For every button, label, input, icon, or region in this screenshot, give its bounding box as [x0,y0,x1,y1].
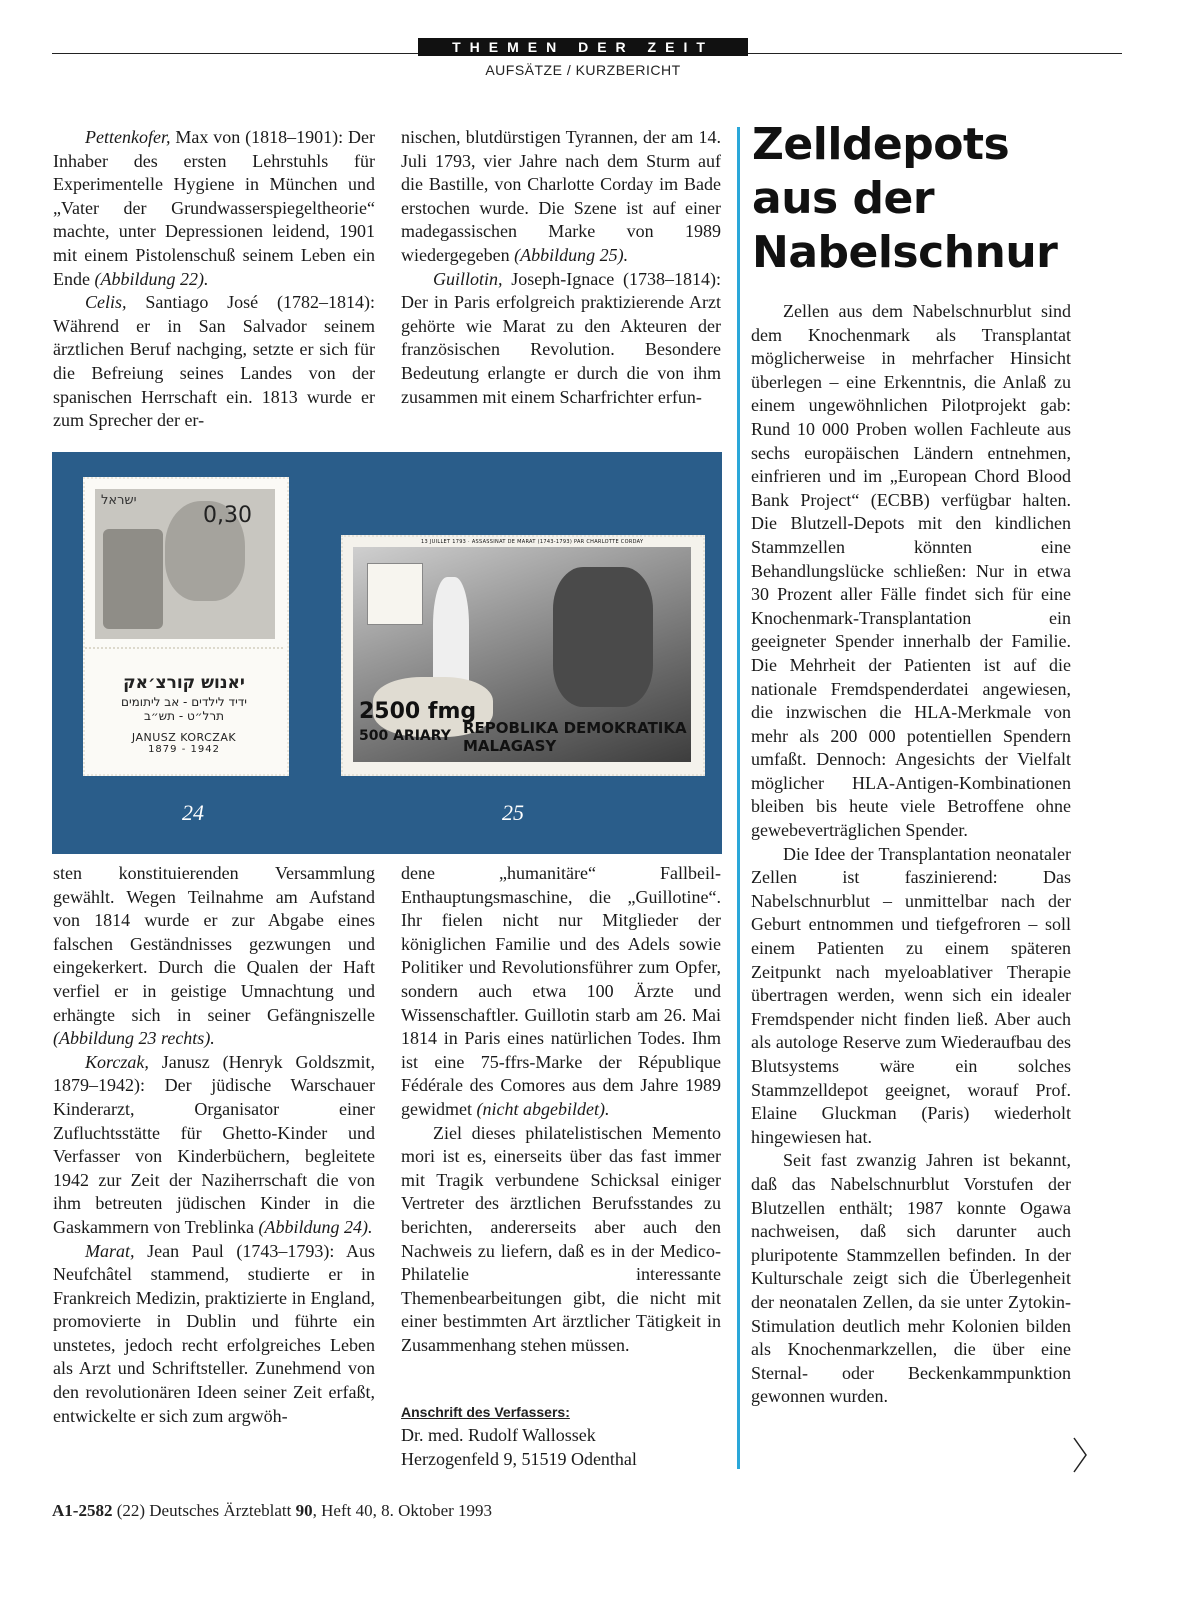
stamp-country: ישראל [101,493,137,508]
page-footer [52,1501,492,1521]
stamp-country: REPOBLIKA DEMOKRATIKA MALAGASY [463,719,687,755]
article-headline: Zelldepots aus der Nabelschnur [752,119,1058,278]
paragraph: Zellen aus dem Nabelschnurblut sind dem Knochenmark als Transplantat möglicherweise in mehrfacher Hinsicht überlegen – eine Erkenntnis, die Anlaß zu einem ungewöhnlichen Pilotprojekt gab: Rund 10 000 Proben wollen Fachleute aus sechs europäischen Ländern entnehmen, einfrieren und im „European Chord Blood Bank Project“ (ECBB) verfügbar halten. Die Blutzell-Depots mit den kindlichen Stammzellen könnten eine Behandlungslücke schließen: Nur in etwa 30 Prozent aller Fälle findet sich für eine Knochenmark-Transplantation ein geeigneter Spender innerhalb der Familie. Die Mehrheit der Patienten ist auf die nationale Fremdspenderdatei angewiesen, die inzwischen die HLA-Merkmale von mehr als 200 000 potentiellen Spendern umfaßt. Dennoch: Angesichts der Vielfalt möglicher HLA-Antigen-Kombinationen bleiben bis heute viele Betroffene ohne gewebeverträglichen Spender. [751,301,1071,841]
column-2-bottom [401,862,721,1357]
paragraph: dene „humanitäre“ Fallbeil-Enthauptungsmaschine, die „Guillotine“. Ihr fielen nicht nur Mitglieder der königlichen Familie und des Adels sowie Politiker und Revolutionsführer zum Opfer, sondern auch etwa 100 Ärzte und Wissenschaftler. Guillotin starb am 26. Mai 1814 in Paris eines natürlichen Todes. Ihm ist eine 75-ffrs-Marke der République Fédérale des Comores aus dem Jahre 1989 gewidmet (nicht abgebildet). [401,863,721,1119]
article-body [751,300,1071,1409]
tab-years: 1879 - 1942 [148,744,220,755]
paragraph: Seit fast zwanzig Jahren ist bekannt, daß das Nabelschnurblut Vorstufen der Blutzellen enthält; 1987 konnte Ogawa nachweisen, daß sich darunter auch pluripotente Stammzellen befinden. In der Kulturschale zeigt sich die Überlegenheit der neonatalen Zellen, da sie unter Zytokin-Stimulation deutlich mehr Kolonien bilden als Knochenmarkzellen, die über eine Sternal- oder Beckenkammpunktion gewonnen wurden. [751,1150,1071,1407]
stamp-marat [341,535,705,776]
address-line: Dr. med. Rudolf Wallossek [401,1425,596,1445]
rubric-bar: THEMEN DER ZEIT [418,38,748,56]
page-number: (22) [116,1501,146,1520]
column-1-top [53,126,375,433]
tab-name: JANUSZ KORCZAK [131,731,237,744]
paragraph: Die Idee der Transplantation neonataler Zellen ist faszinierend: Das Nabelschnurblut – unmittelbar nach der Geburt entnommen und tiefgefroren – soll einem Patienten zu einem späteren Zeitpunkt nach myeloablativer Therapie übertragen werden, wenn sich ein idealer Fremdspender nicht finden ließ. Aber auch als autologe Reserve zum Wiederaufbau des Blutsystems wäre ein solches Stammzelldepot geeignet, worauf Prof. Elaine Gluckman (Paris) wiederholt hingewiesen hat. [751,843,1071,1147]
sidebar-accent-rule [737,127,740,1469]
column-2-top [401,126,721,409]
volume: 90 [295,1501,313,1520]
tab-hebrew-name: יאנוש קורצ׳אק [123,673,245,693]
address-line: Herzogenfeld 9, 51519 Odenthal [401,1448,637,1469]
tab-hebrew-line: ידיד לילדים - אב ליתומים [121,695,247,709]
stamp-top-strip: 13 JUILLET 1793 · ASSASSINAT DE MARAT (1743-1793) PAR CHARLOTTE CORDAY [421,539,644,545]
column-1-bottom [53,862,375,1428]
scene-figure [553,567,653,707]
issue: , Heft 40, 8. Oktober 1993 [312,1501,493,1520]
section-label: AUFSÄTZE / KURZBERICHT [485,62,681,78]
children-illustration [103,529,163,629]
figure-label-25: 25 [502,800,524,825]
paragraph: Pettenkofer, Max von (1818–1901): Der Inhaber des ersten Lehrstuhls für Experimentelle Hygiene in München und „Vater der Grundwasserspiegeltheorie“ machte, unter Depressionen leidend, 1901 mit einem Pistolenschuß seinem Leben ein Ende (Abbildung 22). [53,127,375,289]
paragraph: Celis, Santiago José (1782–1814): Während er in San Salvador seinem ärztlichen Beruf nachging, setzte er sich für die Befreiung seines Landes von der spanischen Herrschaft ein. 1813 wurde er zum Sprecher der er- [53,292,375,431]
stamp-korczak [83,477,289,776]
tab-hebrew-years: תרל״ט - תש״ב [143,709,224,723]
paragraph: Guillotin, Joseph-Ignace (1738–1814): Der in Paris erfolgreich praktizierende Arzt gehörte wie Marat zu den Akteuren der französischen Revolution. Besondere Bedeutung erlangte er durch die von ihm zusammen mit einem Scharfrichter erfun- [401,268,721,407]
address-heading: Anschrift des Verfassers: [401,1404,570,1420]
paragraph: Ziel dieses philatelistischen Memento mori ist es, einerseits über das fast immer mit Tragik verbundene Schicksal einiger Vertreter des ärztlichen Berufsstandes zu berichten, andererseits aber auch den Nachweis zu liefern, daß es in der Medico-Philatelie interessante Themenbearbeitungen gibt, die nicht mit einer bestimmten Art ärztlicher Tätigkeit in Zusammenhang stehen müssen. [401,1122,721,1355]
stamp-denomination: 0,30 [203,503,252,528]
paragraph: Marat, Jean Paul (1743–1793): Aus Neufchâtel stammend, studierte er in Frankreich Medizin, praktizierte in England, promovierte in Dublin und führte ein unstetes, jedoch recht erfolgreiches Leben als Arzt und Schriftsteller. Zunehmend von den revolutionären Ideen seiner Zeit erfaßt, entwickelte er sich zum argwöh- [53,1240,375,1426]
stamp-figure [52,452,722,854]
figure-label-24: 24 [182,800,204,825]
page-code: A1-2582 [52,1501,113,1520]
continue-arrow-icon [1072,1436,1088,1474]
paragraph: sten konstituierenden Versammlung gewählt. Wegen Teilnahme am Aufstand von 1814 wurde er zur Abgabe eines falschen Geständnisses gezwungen und eingekerkert. Durch die Qualen der Haft verfiel er in geistige Umnachtung und erhängte sich in seiner Gefängniszelle (Abbildung 23 rechts). [53,863,375,1049]
stamp-tab [85,647,283,772]
paragraph: nischen, blutdürstigen Tyrannen, der am 14. Juli 1793, vier Jahre nach dem Sturm auf die Bastille, von Charlotte Corday im Bade erstochen wurde. Die Szene ist auf einer madegassischen Marke von 1989 wiedergegeben (Abbildung 25). [401,127,721,265]
paragraph: Korczak, Janusz (Henryk Goldszmit, 1879–1942): Der jüdische Warschauer Kinderarzt, Organisator einer Zufluchtsstätte für Ghetto-Kinder und Verfasser von Kinderbüchern, begleitete 1942 zur Zeit der Naziherrschaft die von ihm betreuten jüdischen Kinder in die Gaskammern von Treblinka (Abbildung 24). [53,1051,375,1237]
author-address [401,1424,637,1471]
journal-name: Deutsches Ärzteblatt [149,1501,292,1520]
stamp-value: 2500 fmg 500 ARIARY [359,699,477,744]
philexfrance-logo [367,563,423,625]
